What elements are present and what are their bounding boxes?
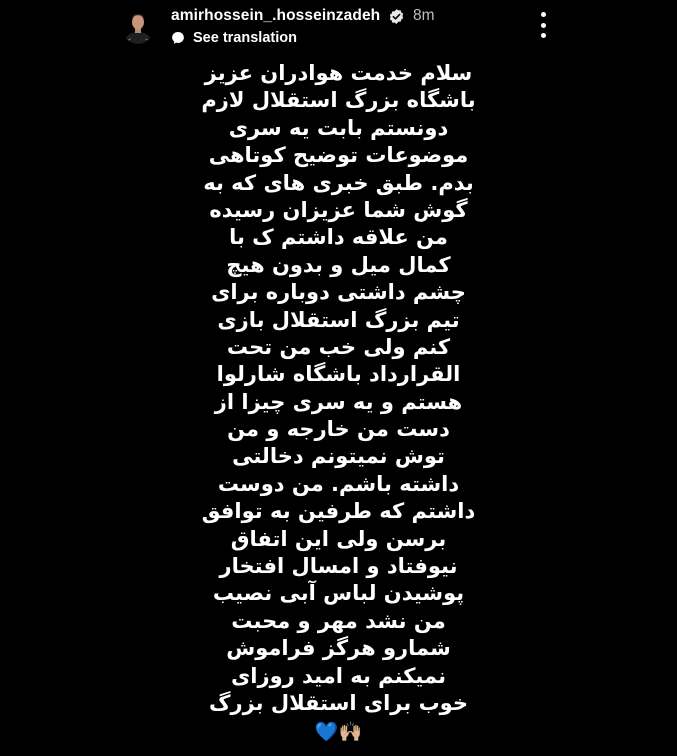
story-line: سلام خدمت هوادران عزیز <box>204 61 473 85</box>
story-line: من نشد مهر و محبت <box>231 608 446 633</box>
story-line: پوشیدن لباس آبی نصیب <box>212 581 465 606</box>
more-vertical-icon-dot <box>541 33 546 38</box>
story-line: بدم. طبق خبری های که به <box>203 170 474 195</box>
story-header <box>0 0 677 56</box>
story-line: القرارداد باشگاه شارلوا <box>216 362 461 387</box>
story-line: کنم ولی خب من تحت <box>226 334 451 359</box>
story-line: گوش شما عزیزان رسیده <box>209 197 468 222</box>
more-options-button[interactable] <box>534 12 552 38</box>
story-line: باشگاه بزرگ استقلال لازم <box>201 88 476 113</box>
see-translation-label: See translation <box>193 30 297 46</box>
more-vertical-icon-dot <box>541 12 546 17</box>
story-line: کمال میل و بدون هیچ <box>226 252 451 277</box>
story-line: دونستم بابت یه سری <box>228 115 449 140</box>
story-line: نمیکنم به امید روزای <box>231 663 446 688</box>
story-line: موضوعات توضیح کوتاهی <box>208 143 469 168</box>
username[interactable]: amirhossein_.hosseinzadeh <box>171 7 381 24</box>
post-time: 8m <box>413 7 435 24</box>
avatar[interactable] <box>121 6 155 44</box>
story-text <box>0 60 677 747</box>
more-vertical-icon-dot <box>541 23 546 28</box>
story-line: تیم بزرگ استقلال بازی <box>217 307 460 332</box>
story-line: چشم داشتی دوباره برای <box>211 280 466 305</box>
story-line: هستم و یه سری چیزا از <box>214 389 463 414</box>
story-line: داشتم که طرفین به توافق <box>201 499 476 524</box>
story-line: نیوفتاد و امسال افتخار <box>219 554 458 579</box>
story-line: شمارو هرگز فراموش <box>226 636 451 661</box>
story-line: خوب برای استقلال بزرگ <box>209 690 468 715</box>
speech-bubble-icon <box>171 31 185 45</box>
verified-badge-icon <box>388 8 405 25</box>
story-line: برسن ولی این اتفاق <box>230 526 447 551</box>
see-translation-button[interactable] <box>171 30 297 46</box>
story-line: توش نمیتونم دخالتی <box>232 444 445 469</box>
raising-hands-blue-heart-emoji: 🙌🏼💙 <box>314 721 363 744</box>
avatar-photo <box>121 6 155 44</box>
story-line: داشته باشم. من دوست <box>217 471 460 496</box>
story-line: دست من خارجه و من <box>227 417 450 442</box>
story-line: من علاقه داشتم ک با <box>229 225 448 250</box>
